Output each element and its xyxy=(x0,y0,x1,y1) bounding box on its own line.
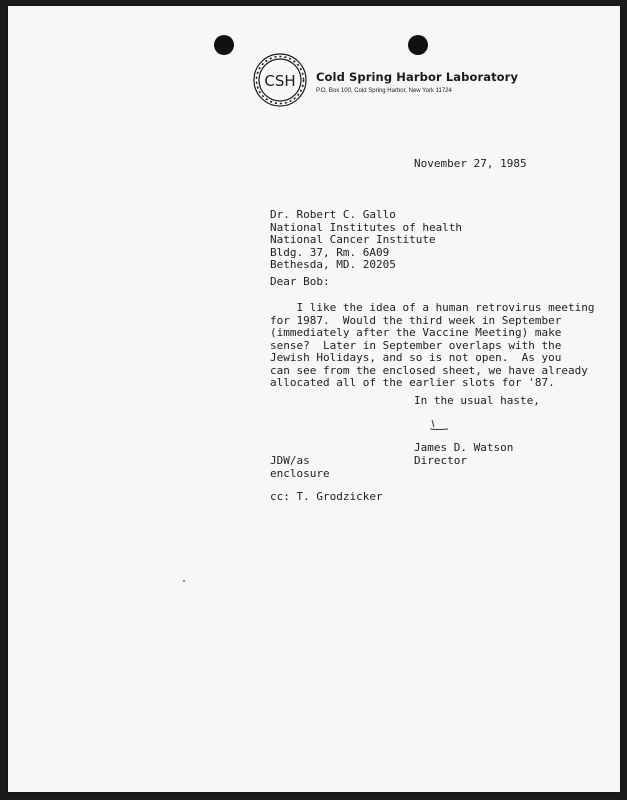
punch-hole-right xyxy=(408,35,428,55)
signer-title: Director xyxy=(414,453,467,467)
recipient-line: Bethesda, MD. 20205 xyxy=(270,258,396,271)
paper-speck xyxy=(183,580,185,582)
organization-address: P.O. Box 100, Cold Spring Harbor, New York 11724 xyxy=(316,88,452,94)
logo-text: CSH xyxy=(264,72,296,90)
recipient-address xyxy=(270,209,462,272)
letter-body xyxy=(270,302,595,390)
recipient-line: Bldg. 37, Rm. 6A09 xyxy=(270,245,390,259)
signature-mark xyxy=(428,418,450,432)
body-line: can see from the enclosed sheet, we have already xyxy=(270,363,588,377)
signer-block xyxy=(414,442,513,467)
organization-name: Cold Spring Harbor Laboratory xyxy=(316,70,519,84)
body-line: for 1987. Would the third week in September xyxy=(270,313,562,327)
cc-line: cc: T. Grodzicker xyxy=(270,490,383,503)
body-line: (immediately after the Vaccine Meeting) make xyxy=(270,326,562,339)
body-line: allocated all of the earlier slots for '87. xyxy=(270,376,555,389)
body-line: sense? Later in September overlaps with the xyxy=(270,338,562,352)
signer-name: James D. Watson xyxy=(414,441,514,454)
closing: In the usual haste, xyxy=(414,394,540,407)
reference-initials xyxy=(270,455,330,480)
body-line: I like the idea of a human retrovirus meeting xyxy=(270,301,595,314)
letter-page xyxy=(8,6,620,792)
recipient-line: Dr. Robert C. Gallo xyxy=(270,208,396,221)
body-line: Jewish Holidays, and so is not open. As you xyxy=(270,351,562,364)
punch-hole-left xyxy=(214,35,234,55)
recipient-line: National Cancer Institute xyxy=(270,233,436,246)
letter-date: November 27, 1985 xyxy=(414,157,527,170)
reference-line: JDW/as xyxy=(270,454,310,467)
reference-line: enclosure xyxy=(270,466,330,480)
recipient-line: National Institutes of health xyxy=(270,220,463,234)
salutation: Dear Bob: xyxy=(270,275,330,288)
csh-logo-icon xyxy=(249,49,311,111)
